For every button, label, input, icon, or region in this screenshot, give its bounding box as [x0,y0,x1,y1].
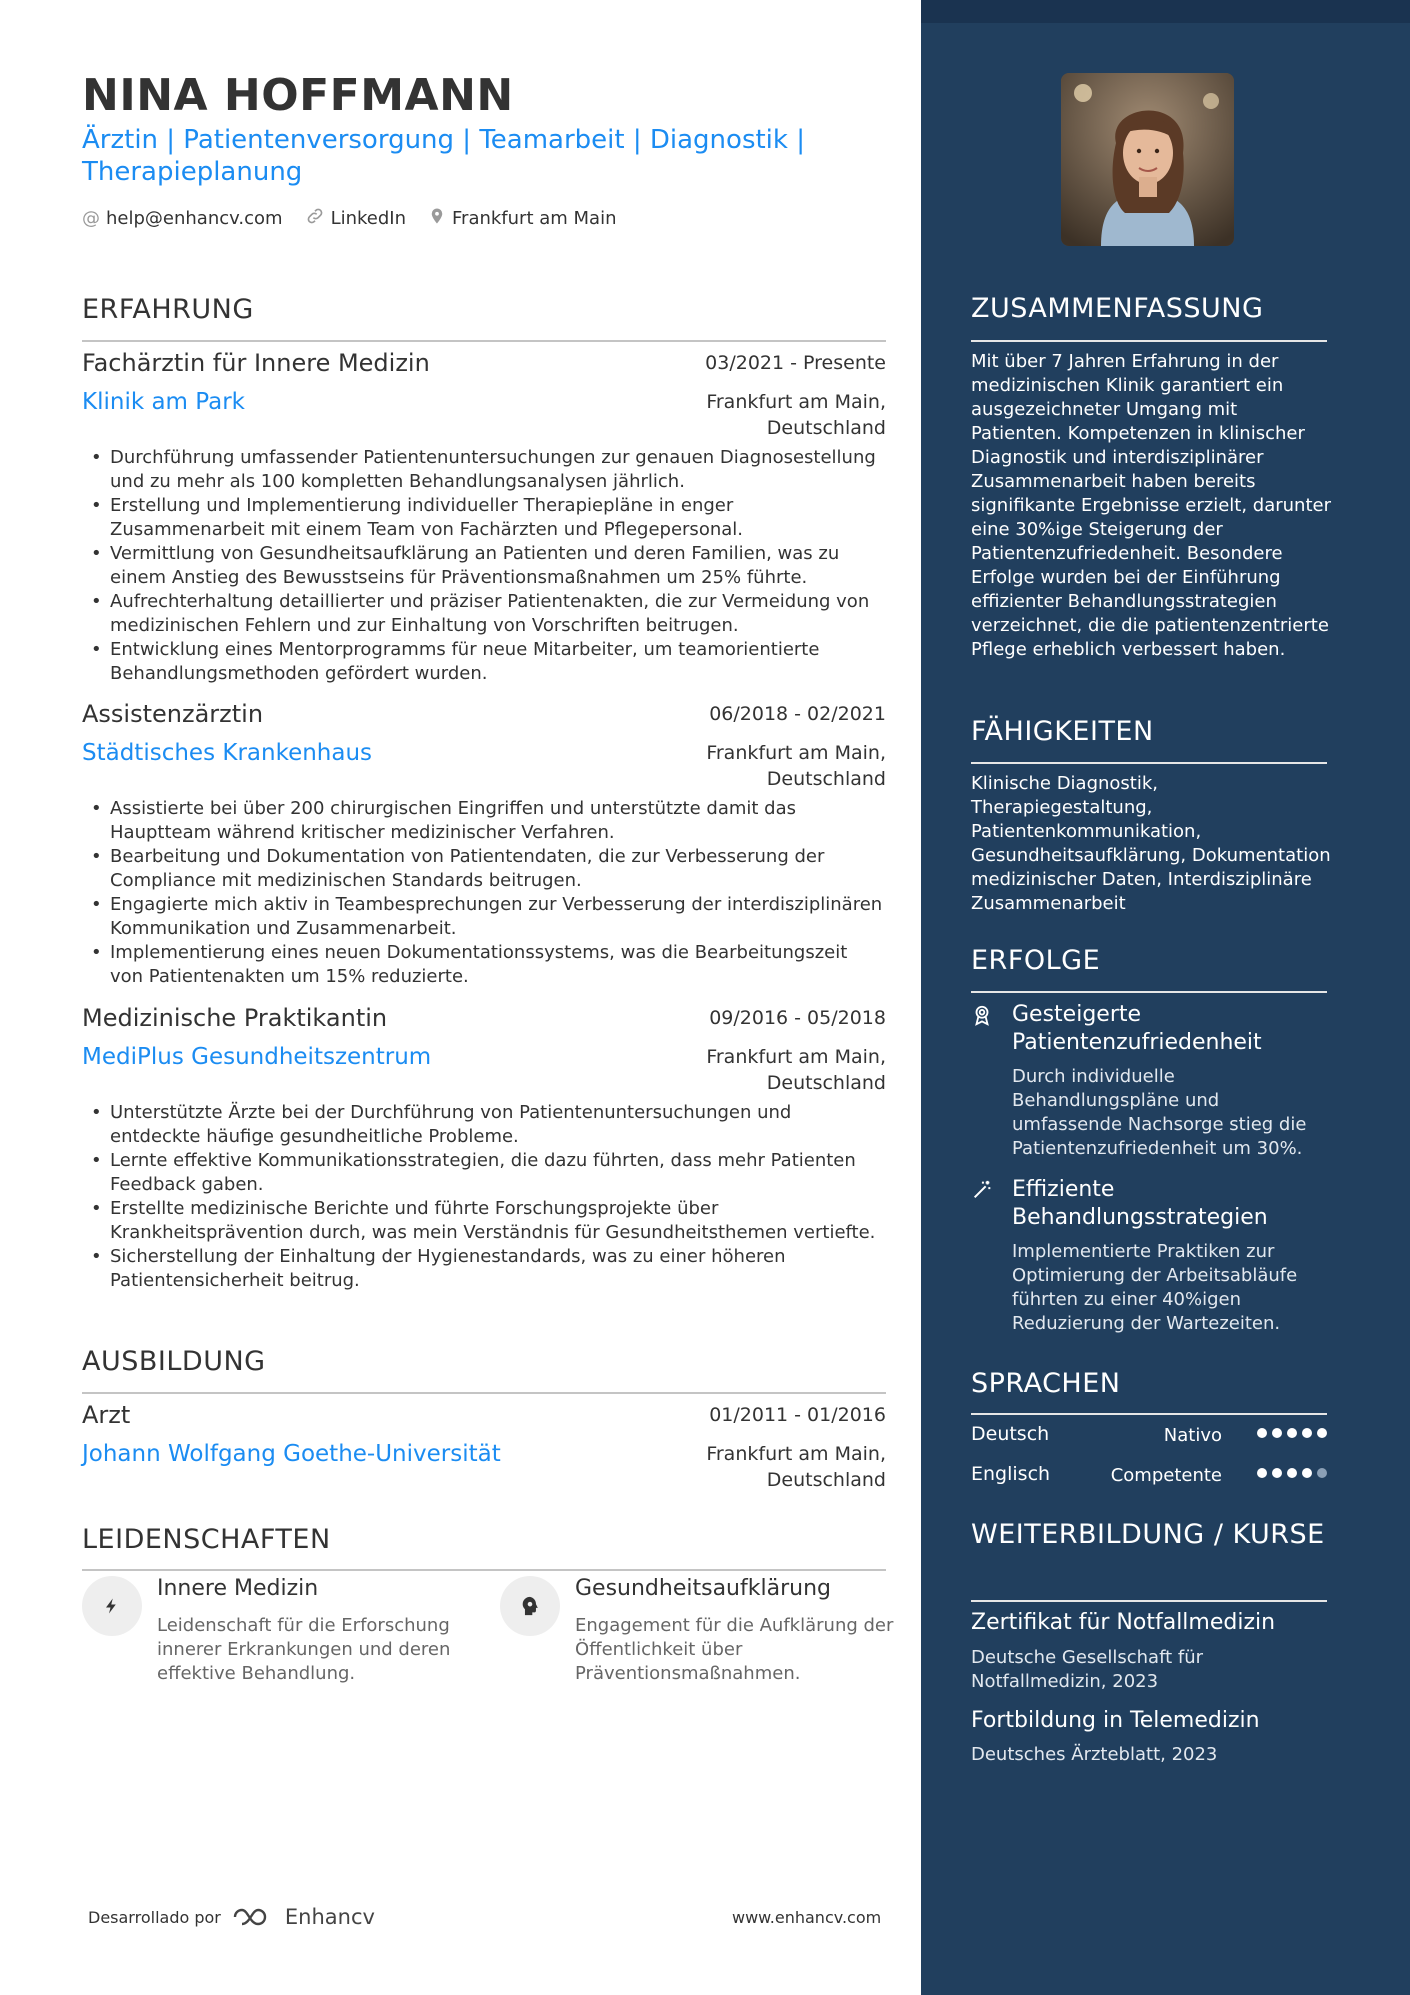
rating-dot [1272,1428,1282,1438]
course-title: Fortbildung in Telemedizin [971,1708,1260,1733]
rating-dot [1257,1468,1267,1478]
bullet-item: • Durchführung umfassender Patientenuntersuchungen zur genauen Diagnosestellung und zu mehr als 100 kompletten Behandlungsanalysen jährlich. [82,446,886,494]
bullet-item: • Implementierung eines neuen Dokumentationssystems, was die Bearbeitungszeit von Patientenakten um 15% reduzierte. [82,941,886,989]
job-title: Medizinische Praktikantin [82,1004,388,1032]
achievement-desc: Implementierte Praktiken zur Optimierung der Arbeitsabläufe führten zu einer 40%igen Reduzierung der Wartezeiten. [1012,1241,1298,1334]
job-location [706,389,886,441]
summary-text: Mit über 7 Jahren Erfahrung in der medizinischen Klinik garantiert ein ausgezeichneter Umgang mit Patienten. Kompetenzen in klinischer Diagnostik und interdisziplinärer Zusammenarbeit haben bereits signifikante Ergebnisse erzielt, darunter eine 30%ige Steigerung der Patientenzufriedenheit. Besondere Erfolge wurden bei der Einführung effizienter Behandlungsstrategien verzeichnet, die die patientenzentrierte Pflege erheblich verbessert haben. [971,351,1331,660]
language-row [971,1463,1327,1493]
linkedin-contact[interactable] [305,206,406,231]
job-location-line: Frankfurt am Main, [706,742,886,764]
award-icon [971,1003,995,1027]
language-rating [1257,1428,1327,1438]
rating-dot [1302,1428,1312,1438]
experience-section-title: ERFAHRUNG [82,294,254,325]
language-level: Competente [1110,1465,1222,1486]
passions-section-title: LEIDENSCHAFTEN [82,1524,331,1555]
course-subtitle: Deutsche Gesellschaft für Notfallmedizin, 2023 [971,1647,1204,1692]
rating-dot [1287,1428,1297,1438]
bullet-item: • Engagierte mich aktiv in Teambesprechungen zur Verbesserung der interdisziplinären Kommunikation und Zusammenarbeit. [82,893,886,941]
education-location-line: Deutschland [766,1469,886,1491]
job-company[interactable]: Klinik am Park [82,389,245,415]
sidebar-top-band [921,0,1410,23]
bullet-item: • Bearbeitung und Dokumentation von Patientendaten, die zur Verbesserung der Compliance mit medizinischen Standards beitrugen. [82,845,886,893]
language-level: Nativo [1163,1425,1222,1446]
sidebar-divider [971,1413,1327,1415]
achievement-title: Effiziente Behandlungsstrategien [1012,1177,1268,1230]
passion-title: Gesundheitsaufklärung [575,1576,831,1601]
footer-website[interactable]: www.enhancv.com [732,1908,882,1927]
rating-dot [1257,1428,1267,1438]
candidate-name: NINA HOFFMANN [82,70,514,121]
rating-dot [1317,1468,1327,1478]
bullet-item: • Vermittlung von Gesundheitsaufklärung an Patienten und deren Familien, was zu einem Anstieg des Bewusstseins für Präventionsmaßnahmen um 25% führte. [82,542,886,590]
language-name: Englisch [971,1463,1051,1485]
section-divider [82,1392,886,1394]
link-icon [305,206,325,231]
skills-section-title: FÄHIGKEITEN [971,716,1154,747]
summary-section-title: ZUSAMMENFASSUNG [971,293,1264,324]
profile-photo [1061,73,1234,246]
section-divider [82,1569,886,1571]
bullet-item: • Aufrechterhaltung detaillierter und präziser Patientenakten, die zur Vermeidung von medizinischen Fehlern und zur Einhaltung von Vorschriften beitrugen. [82,590,886,638]
job-title: Assistenzärztin [82,700,264,728]
rating-dot [1272,1468,1282,1478]
sidebar-divider [971,1600,1327,1602]
job-location [706,740,886,792]
achievement-desc: Durch individuelle Behandlungspläne und umfassende Nachsorge stieg die Patientenzufriedenheit um 30%. [1012,1066,1307,1159]
skills-text: Klinische Diagnostik, Therapiegestaltung, Patientenkommunikation, Gesundheitsaufklärung, Dokumentation medizinischer Daten, Interdisziplinäre Zusammenarbeit [971,773,1331,914]
bullet-item: • Erstellte medizinische Berichte und führte Forschungsprojekte über Krankheitsprävention durch, was mein Verständnis für Gesundheitsthemen vertiefte. [82,1197,886,1245]
bullet-item: • Sicherstellung der Einhaltung der Hygienestandards, was zu einer höheren Patientensicherheit beitrug. [82,1245,886,1293]
education-location-line: Frankfurt am Main, [706,1443,886,1465]
email-text: help@enhancv.com [106,208,283,229]
linkedin-text: LinkedIn [330,208,406,229]
degree: Arzt [82,1401,131,1429]
job-bullets [82,797,886,989]
map-pin-icon [428,206,446,231]
location-contact [428,206,617,231]
job-bullets [82,446,886,686]
job-location-line: Frankfurt am Main, [706,391,886,413]
education-section-title: AUSBILDUNG [82,1346,266,1377]
job-company[interactable]: MediPlus Gesundheitszentrum [82,1044,432,1070]
headline: Ärztin | Patientenversorgung | Teamarbeit | Diagnostik | Therapieplanung [82,125,805,187]
rating-dot [1287,1468,1297,1478]
bullet-item: • Erstellung und Implementierung individueller Therapiepläne in enger Zusammenarbeit mit einem Team von Fachärzten und Pflegepersonal. [82,494,886,542]
bullet-item: • Lernte effektive Kommunikationsstrategien, die dazu führten, dass mehr Patienten Feedback gaben. [82,1149,886,1197]
achievements-section-title: ERFOLGE [971,945,1101,976]
job-company[interactable]: Städtisches Krankenhaus [82,740,373,766]
job-date: 06/2018 - 02/2021 [709,703,886,725]
language-row [971,1423,1327,1453]
powered-by-text: Desarrollado por [88,1907,221,1927]
achievement-title: Gesteigerte Patientenzufriedenheit [1012,1002,1262,1055]
job-location-line: Deutschland [766,768,886,790]
bullet-item: • Entwicklung eines Mentorprogramms für neue Mitarbeiter, um teamorientierte Behandlungsmethoden gefördert wurden. [82,638,886,686]
course-title: Zertifikat für Notfallmedizin [971,1610,1276,1635]
bullet-item: • Unterstützte Ärzte bei der Durchführung von Patientenuntersuchungen und entdeckte häufige gesundheitliche Probleme. [82,1101,886,1149]
job-location-line: Deutschland [766,1072,886,1094]
sidebar [921,0,1410,1995]
languages-section-title: SPRACHEN [971,1368,1121,1399]
job-title: Fachärztin für Innere Medizin [82,349,430,377]
job-bullets [82,1101,886,1293]
language-name: Deutsch [971,1423,1050,1445]
contact-bar [82,206,617,231]
job-location [706,1044,886,1096]
job-date: 09/2016 - 05/2018 [709,1007,886,1029]
email-contact[interactable] [82,206,283,231]
sidebar-divider [971,762,1327,764]
courses-section-title: WEITERBILDUNG / KURSE [971,1519,1325,1550]
head-brain-icon [500,1576,560,1636]
course-subtitle: Deutsches Ärzteblatt, 2023 [971,1744,1218,1765]
enhancv-logo[interactable] [231,1905,375,1929]
language-rating [1257,1468,1327,1478]
at-icon: @ [82,208,100,229]
sidebar-divider [971,340,1327,342]
passion-desc: Engagement für die Aufklärung der Öffentlichkeit über Präventionsmaßnahmen. [575,1615,894,1684]
footer-powered-by [88,1905,375,1929]
brand-text: Enhancv [284,1905,375,1929]
school[interactable]: Johann Wolfgang Goethe-Universität [82,1441,501,1467]
passion-desc: Leidenschaft für die Erforschung innerer Erkrankungen und deren effektive Behandlung. [157,1615,451,1684]
sidebar-divider [971,991,1327,993]
education-date: 01/2011 - 01/2016 [709,1404,886,1426]
magic-wand-icon [971,1178,995,1202]
job-date: 03/2021 - Presente [705,352,886,374]
section-divider [82,340,886,342]
rating-dot [1317,1428,1327,1438]
passion-title: Innere Medizin [157,1576,319,1601]
bolt-icon [82,1576,142,1636]
education-location [706,1441,886,1493]
job-location-line: Deutschland [766,417,886,439]
rating-dot [1302,1468,1312,1478]
bullet-item: • Assistierte bei über 200 chirurgischen Eingriffen und unterstützte damit das Hauptteam während kritischer medizinischer Verfahren. [82,797,886,845]
job-location-line: Frankfurt am Main, [706,1046,886,1068]
location-text: Frankfurt am Main [452,208,617,229]
